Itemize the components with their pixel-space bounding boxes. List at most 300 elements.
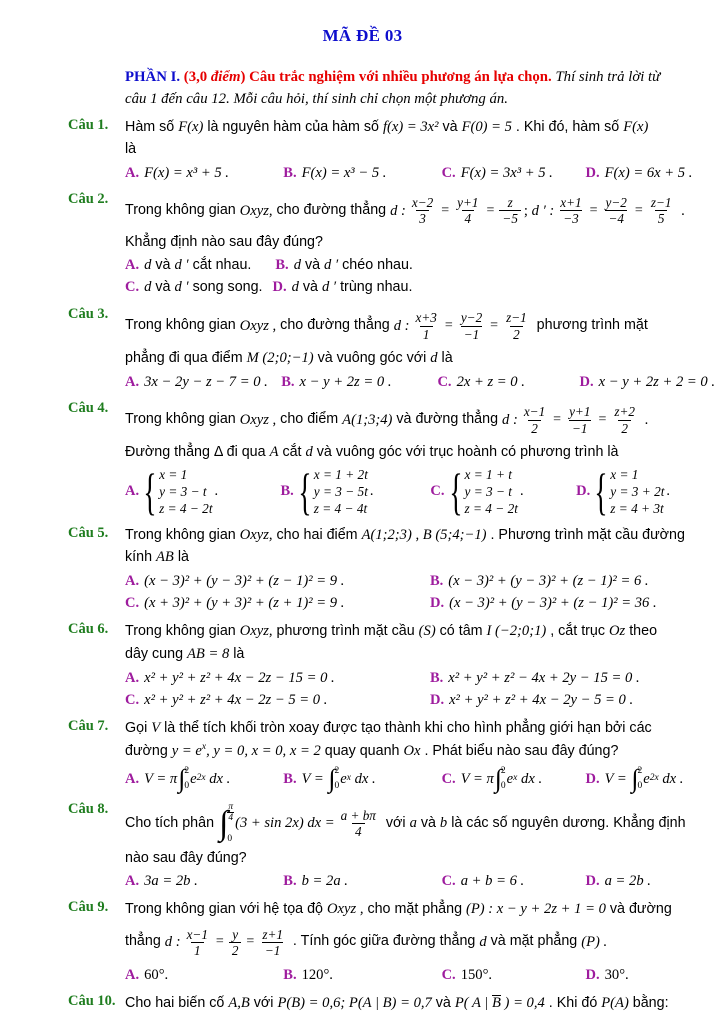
instruction-text: Thí sinh trả lời từ	[555, 69, 661, 85]
option-letter: A.	[125, 256, 140, 273]
option-letter: D.	[585, 873, 600, 890]
text-run: và mặt phẳng	[486, 933, 582, 950]
denominator: 3	[416, 210, 429, 226]
math-run: d	[305, 444, 313, 461]
math-run: x − y + 2z + 2 = 0 .	[598, 373, 715, 390]
option-letter: B.	[283, 770, 297, 787]
numerator: z	[507, 195, 513, 211]
math-run: b	[439, 815, 448, 832]
text-run: là nguyên hàm của hàm số	[203, 119, 383, 136]
text-run: trùng nhau.	[336, 279, 413, 296]
equation-row: x = 1	[610, 466, 639, 482]
option-c	[442, 870, 586, 892]
text-run: và	[298, 279, 322, 296]
math-run: F(x) = x³ − 5 .	[301, 164, 387, 181]
option-c	[125, 276, 263, 299]
math-run: V = π	[144, 770, 178, 787]
math-run: V =	[604, 770, 631, 787]
question-2	[68, 190, 715, 299]
denominator: 2	[528, 420, 541, 436]
equation-row: x = 1	[159, 466, 188, 482]
option-b	[283, 162, 441, 184]
points-open: (3,0	[183, 69, 211, 85]
numerator: a + bπ	[340, 807, 376, 823]
denominator: −4	[605, 210, 627, 226]
numerator: x−2	[411, 195, 434, 211]
option-letter: B.	[283, 873, 297, 890]
option-letter: A.	[125, 483, 140, 500]
denominator: 1	[191, 942, 204, 958]
question-label: Câu 2.	[68, 190, 109, 207]
text-run: với	[249, 995, 278, 1012]
math-run: x² + y² + z² + 4x − 2y − 5 = 0 .	[449, 691, 634, 708]
intro-line-2: câu 1 đến câu 12. Mỗi câu hỏi, thí sinh chỉ chọn một phương án.	[125, 91, 508, 108]
math-run: (x − 3)² + (y − 3)² + (z − 1)² = 9 .	[144, 573, 345, 590]
numerator: y−2	[605, 195, 627, 211]
option-d	[273, 276, 413, 299]
part-heading: PHẦN I.	[125, 69, 184, 85]
equation-system	[594, 462, 670, 520]
denominator: 2	[510, 326, 523, 342]
question-body	[125, 800, 715, 893]
math-run: =	[246, 934, 255, 950]
option-letter: D.	[585, 967, 600, 984]
fraction	[648, 195, 675, 226]
equation-row: z = 4 − 4t	[313, 501, 368, 517]
text-run: bằng:	[628, 995, 669, 1012]
math-run: 30°.	[604, 967, 629, 984]
math-run: (x + 3)² + (y + 3)² + (z + 1)² = 9 .	[144, 595, 345, 612]
math-run: Oz	[609, 623, 626, 640]
denominator: 2	[229, 942, 242, 958]
option-b	[283, 964, 441, 986]
fraction	[409, 195, 436, 226]
fraction	[458, 310, 485, 341]
options	[125, 162, 715, 184]
math-run: =	[444, 318, 453, 334]
option-letter: A.	[125, 873, 140, 890]
question-label: Câu 4.	[68, 400, 109, 417]
math-run: a = 2b .	[604, 873, 651, 890]
math-run: d ′	[174, 279, 189, 296]
option-a	[125, 371, 281, 393]
option-letter: B.	[283, 967, 297, 984]
math-run: d ′	[174, 256, 189, 273]
math-run: e	[190, 770, 197, 787]
question-line: Khẳng định nào sau đây đúng?	[125, 233, 323, 250]
option-letter: C.	[125, 691, 140, 708]
equation-row: y = 3 − t	[464, 484, 513, 500]
text-run: đường	[125, 742, 172, 759]
brace: {	[298, 462, 312, 520]
option-letter: A.	[125, 770, 140, 787]
text-run: có tâm	[435, 623, 487, 640]
equation-row: z = 4 − 2t	[159, 501, 213, 517]
system-rows	[314, 466, 368, 518]
question-9	[68, 898, 715, 986]
question-body	[125, 116, 715, 184]
question-7	[68, 717, 715, 793]
option-letter: B.	[429, 669, 444, 686]
option-letter: D.	[585, 164, 600, 181]
option-c	[442, 764, 586, 794]
math-run: e	[643, 770, 650, 787]
numerator: y+1	[569, 404, 591, 420]
text-run: phẳng đi qua điểm	[125, 350, 247, 367]
points-close: )	[240, 69, 250, 85]
question-line	[125, 643, 715, 666]
option-c	[430, 462, 576, 520]
equation-row: x = 1 + t	[464, 466, 513, 482]
math-run: dx .	[350, 770, 376, 787]
math-run: P( A |	[454, 995, 492, 1012]
question-body	[125, 190, 715, 299]
option-letter: D.	[429, 595, 445, 612]
math-run: F(x)	[623, 119, 649, 136]
equation-row: y = 3 − 5t	[313, 484, 368, 500]
denominator: −5	[499, 210, 521, 226]
option-b	[281, 371, 437, 393]
question-label: Câu 5.	[68, 524, 109, 541]
denominator: 2	[618, 420, 631, 436]
option-d	[585, 870, 715, 892]
fraction	[229, 927, 242, 958]
upper-limit: 2	[334, 765, 340, 776]
question-6	[68, 620, 715, 711]
math-run: 120°.	[301, 967, 333, 984]
math-run: d :	[393, 318, 410, 335]
superscript: x	[201, 742, 207, 753]
fraction	[413, 310, 440, 341]
math-run: F(x)	[178, 119, 204, 136]
math-run: d ′ :	[531, 202, 555, 219]
math-run: F(x) = 3x³ + 5 .	[460, 164, 553, 181]
option-letter: C.	[125, 595, 140, 612]
options	[125, 667, 715, 711]
option-a	[125, 964, 283, 986]
math-run: d	[144, 279, 152, 296]
math-run: F(x) = 6x + 5 .	[604, 164, 693, 181]
math-run: Oxyz ,	[327, 901, 364, 918]
numerator: z−1	[506, 310, 527, 326]
math-run	[172, 740, 321, 762]
question-label: Câu 7.	[68, 718, 109, 735]
math-run: .	[640, 411, 649, 428]
text-run: . Phát biểu nào sau đây đúng?	[420, 742, 619, 759]
math-run: =	[634, 203, 643, 219]
math-run: .	[214, 483, 219, 500]
numerator: z+1	[262, 926, 283, 942]
math-run: =	[441, 203, 450, 219]
math-run: e	[340, 770, 347, 787]
fraction	[603, 195, 630, 226]
equation-row: z = 4 − 2t	[464, 501, 518, 517]
math-run: V = π	[460, 770, 494, 787]
question-5	[68, 524, 715, 615]
numerator: z−1	[650, 195, 672, 211]
math-run: Oxyz ,	[239, 411, 277, 428]
math-run: .	[666, 483, 670, 500]
question-body	[125, 399, 715, 518]
math-run: d :	[164, 934, 181, 951]
equation-row: x = 1 + 2t	[313, 466, 368, 482]
option-letter: C.	[430, 483, 445, 500]
fraction	[499, 195, 521, 226]
option-c	[442, 162, 586, 184]
lower-limit: 0	[334, 781, 340, 792]
equation-row: y = 3 + 2t	[610, 484, 665, 500]
option-letter: C.	[441, 164, 456, 181]
page-title: MÃ ĐỀ 03	[322, 26, 403, 45]
system-rows	[159, 466, 212, 518]
question-line	[125, 620, 715, 643]
math-run: (x − 3)² + (y − 3)² + (z − 1)² = 36 .	[449, 595, 657, 612]
text-run: quay quanh	[320, 742, 404, 759]
math-run: =	[490, 318, 499, 334]
option-c	[437, 371, 579, 393]
question-line: nào sau đây đúng?	[125, 849, 247, 866]
equation-row: y = 3 − t	[159, 484, 207, 500]
option-d	[585, 964, 715, 986]
option-letter: C.	[441, 770, 456, 787]
math-run: d	[291, 279, 299, 296]
option-letter: C.	[441, 967, 456, 984]
question-label: Câu 6.	[68, 621, 109, 638]
numerator: π	[228, 801, 234, 812]
text-run: cắt	[278, 444, 306, 461]
integral-limits	[227, 802, 234, 846]
question-3	[68, 305, 715, 393]
options	[125, 570, 715, 614]
points-word: điểm	[210, 69, 241, 85]
numerator: x+1	[560, 195, 582, 211]
text-run: kính	[125, 549, 156, 566]
text-run: Hàm số	[125, 119, 179, 136]
math-run: A,B	[228, 995, 250, 1012]
overline-b: B	[491, 995, 501, 1012]
denominator: −1	[461, 326, 483, 342]
option-a	[125, 870, 283, 892]
text-run: , cắt trục	[546, 623, 609, 640]
equation-system	[448, 462, 524, 520]
question-body	[125, 717, 715, 793]
question-body	[125, 992, 715, 1015]
question-label: Câu 9.	[68, 899, 109, 916]
math-run: Ox	[403, 742, 421, 759]
numerator: y−2	[460, 310, 483, 326]
math-run: dx .	[658, 770, 684, 787]
option-a	[125, 462, 280, 520]
question-body	[125, 305, 715, 393]
options	[125, 462, 715, 520]
math-run: x² + y² + z² − 4x + 2y − 15 = 0 .	[448, 669, 640, 686]
exam-body	[0, 46, 725, 1015]
math-run: 150°.	[460, 967, 493, 984]
question-line	[125, 800, 715, 848]
option-letter: A.	[125, 669, 140, 686]
text-run: và	[438, 119, 462, 136]
option-d	[585, 162, 715, 184]
option-letter: B.	[429, 573, 444, 590]
numerator: x−1	[523, 404, 546, 420]
options	[125, 764, 715, 794]
fraction	[557, 195, 584, 226]
math-run: ;	[523, 202, 532, 219]
text-run: Trong không gian	[125, 411, 240, 428]
math-run: d	[430, 350, 438, 367]
text-run: . Phương trình mặt cầu đường	[486, 526, 685, 543]
options	[125, 964, 715, 986]
integral	[631, 764, 642, 794]
text-run: và vuông góc với	[313, 350, 431, 367]
denominator: 4	[462, 210, 475, 226]
math-run: d	[479, 934, 487, 951]
option-letter: D.	[272, 279, 287, 296]
option-a	[125, 162, 283, 184]
denominator: 4	[228, 813, 234, 824]
math-run: F(x) = x³ + 5 .	[144, 164, 229, 181]
math-run: d	[293, 256, 301, 273]
option-d	[576, 462, 715, 520]
text-run: Gọi	[125, 720, 152, 737]
math-run: V =	[301, 770, 328, 787]
option-letter: D.	[585, 770, 600, 787]
option-c	[125, 689, 430, 711]
option-a	[125, 667, 430, 689]
math-run: =	[486, 203, 495, 219]
intro-line-1	[125, 66, 715, 88]
option-letter: C.	[125, 279, 140, 296]
option-b	[283, 764, 441, 794]
brace: {	[143, 462, 157, 520]
options-row	[125, 276, 715, 299]
math-run: (x − 3)² + (y − 3)² + (z − 1)² = 6 .	[448, 573, 649, 590]
option-d	[430, 592, 715, 614]
superscript: 2x	[196, 773, 206, 784]
denominator: −1	[262, 942, 284, 958]
math-run: A	[269, 444, 279, 461]
math-run: P(B) = 0,6; P(A | B) = 0,7	[277, 995, 432, 1012]
text-run: Trong không gian	[125, 317, 240, 334]
question-1	[68, 116, 715, 184]
math-run: a + b = 6 .	[460, 873, 525, 890]
math-run: d :	[502, 411, 518, 428]
text-run: cho điểm	[276, 411, 343, 428]
fraction	[259, 927, 286, 958]
option-letter: B.	[280, 483, 294, 500]
question-body	[125, 620, 715, 711]
math-run: .	[677, 202, 685, 219]
brace: {	[448, 462, 463, 520]
integral-sign: ∫	[494, 763, 502, 793]
math-run: I (−2;0;1)	[486, 623, 547, 640]
option-letter: A.	[125, 164, 140, 181]
math-run: Oxyz,	[239, 526, 273, 543]
question-label: Câu 3.	[68, 306, 109, 323]
question-label: Câu 8.	[68, 800, 109, 817]
question-8	[68, 800, 715, 893]
question-line	[125, 717, 715, 740]
math-run: (P) .	[581, 934, 608, 951]
math-run: P(A)	[601, 995, 629, 1012]
option-letter: D.	[579, 373, 594, 390]
text-run: Cho hai biến cố	[125, 995, 229, 1012]
text-run: Trong không gian với hệ tọa độ	[125, 901, 327, 918]
denominator: −3	[560, 210, 582, 226]
fraction	[184, 927, 211, 958]
denominator: 4	[352, 823, 365, 839]
math-run: AB	[156, 549, 174, 566]
equation-row: z = 4 + 3t	[610, 501, 664, 517]
system-rows	[465, 466, 518, 518]
fraction	[338, 808, 379, 839]
numerator: x−1	[186, 926, 208, 942]
math-run: F(0) = 5	[461, 119, 512, 136]
text-run: là thể tích khối tròn xoay được tạo thành khi cho hình phẳng giới hạn bởi các	[160, 720, 652, 737]
text-run: và vuông góc với trục hoành có phương trình là	[312, 444, 619, 461]
text-run: cho hai điểm	[272, 526, 362, 543]
question-line	[125, 441, 715, 464]
text-run: là	[173, 549, 189, 566]
text-run: là	[437, 350, 453, 367]
denominator: −1	[569, 420, 591, 436]
upper-limit: 2	[500, 765, 506, 776]
math-run: 3a = 2b .	[144, 873, 198, 890]
options	[125, 870, 715, 892]
integral-sign: ∫	[178, 763, 186, 793]
question-4	[68, 399, 715, 518]
lower-limit: 0	[500, 781, 506, 792]
question-line	[125, 347, 715, 370]
text-run: cho đường thẳng	[276, 317, 394, 334]
options	[125, 371, 715, 393]
question-line	[125, 921, 715, 963]
math-run: 2x + z = 0 .	[456, 373, 525, 390]
text-run: chéo nhau.	[338, 256, 413, 273]
text-run: Cho tích phân	[125, 814, 218, 831]
equation-system	[143, 462, 219, 520]
text-run: dây cung	[125, 646, 187, 663]
math-run: (P) : x − y + 2z + 1 = 0	[466, 901, 606, 918]
text-run: . Tính góc giữa đường thẳng	[288, 933, 480, 950]
question-line	[125, 740, 715, 763]
text-run: thẳng	[125, 933, 165, 950]
upper-limit: 2	[637, 765, 643, 776]
math-run: A(1;3;4)	[342, 411, 393, 428]
text-run: và đường thẳng	[392, 411, 502, 428]
lower-limit: 0	[184, 781, 190, 792]
options-row	[125, 254, 715, 277]
math-run: (S)	[418, 623, 436, 640]
fraction	[566, 404, 593, 435]
math-run: f(x) = 3x²	[382, 119, 439, 136]
text-run: và	[151, 279, 175, 296]
math-run: =	[553, 412, 562, 428]
option-letter: C.	[437, 373, 452, 390]
option-d	[585, 764, 715, 794]
integral	[219, 802, 234, 846]
question-line	[125, 524, 715, 547]
text-run: . Khi đó, hàm số	[511, 119, 624, 136]
text-run: với	[381, 814, 410, 831]
math-run: d ′	[321, 279, 337, 296]
integral-sign: ∫	[219, 804, 229, 842]
math-run: (3 + sin 2x) dx =	[235, 815, 335, 832]
question-line	[125, 546, 715, 569]
question-line	[125, 305, 715, 347]
math-run: x² + y² + z² + 4x − 2z − 15 = 0 .	[144, 669, 335, 686]
question-line	[125, 399, 715, 441]
